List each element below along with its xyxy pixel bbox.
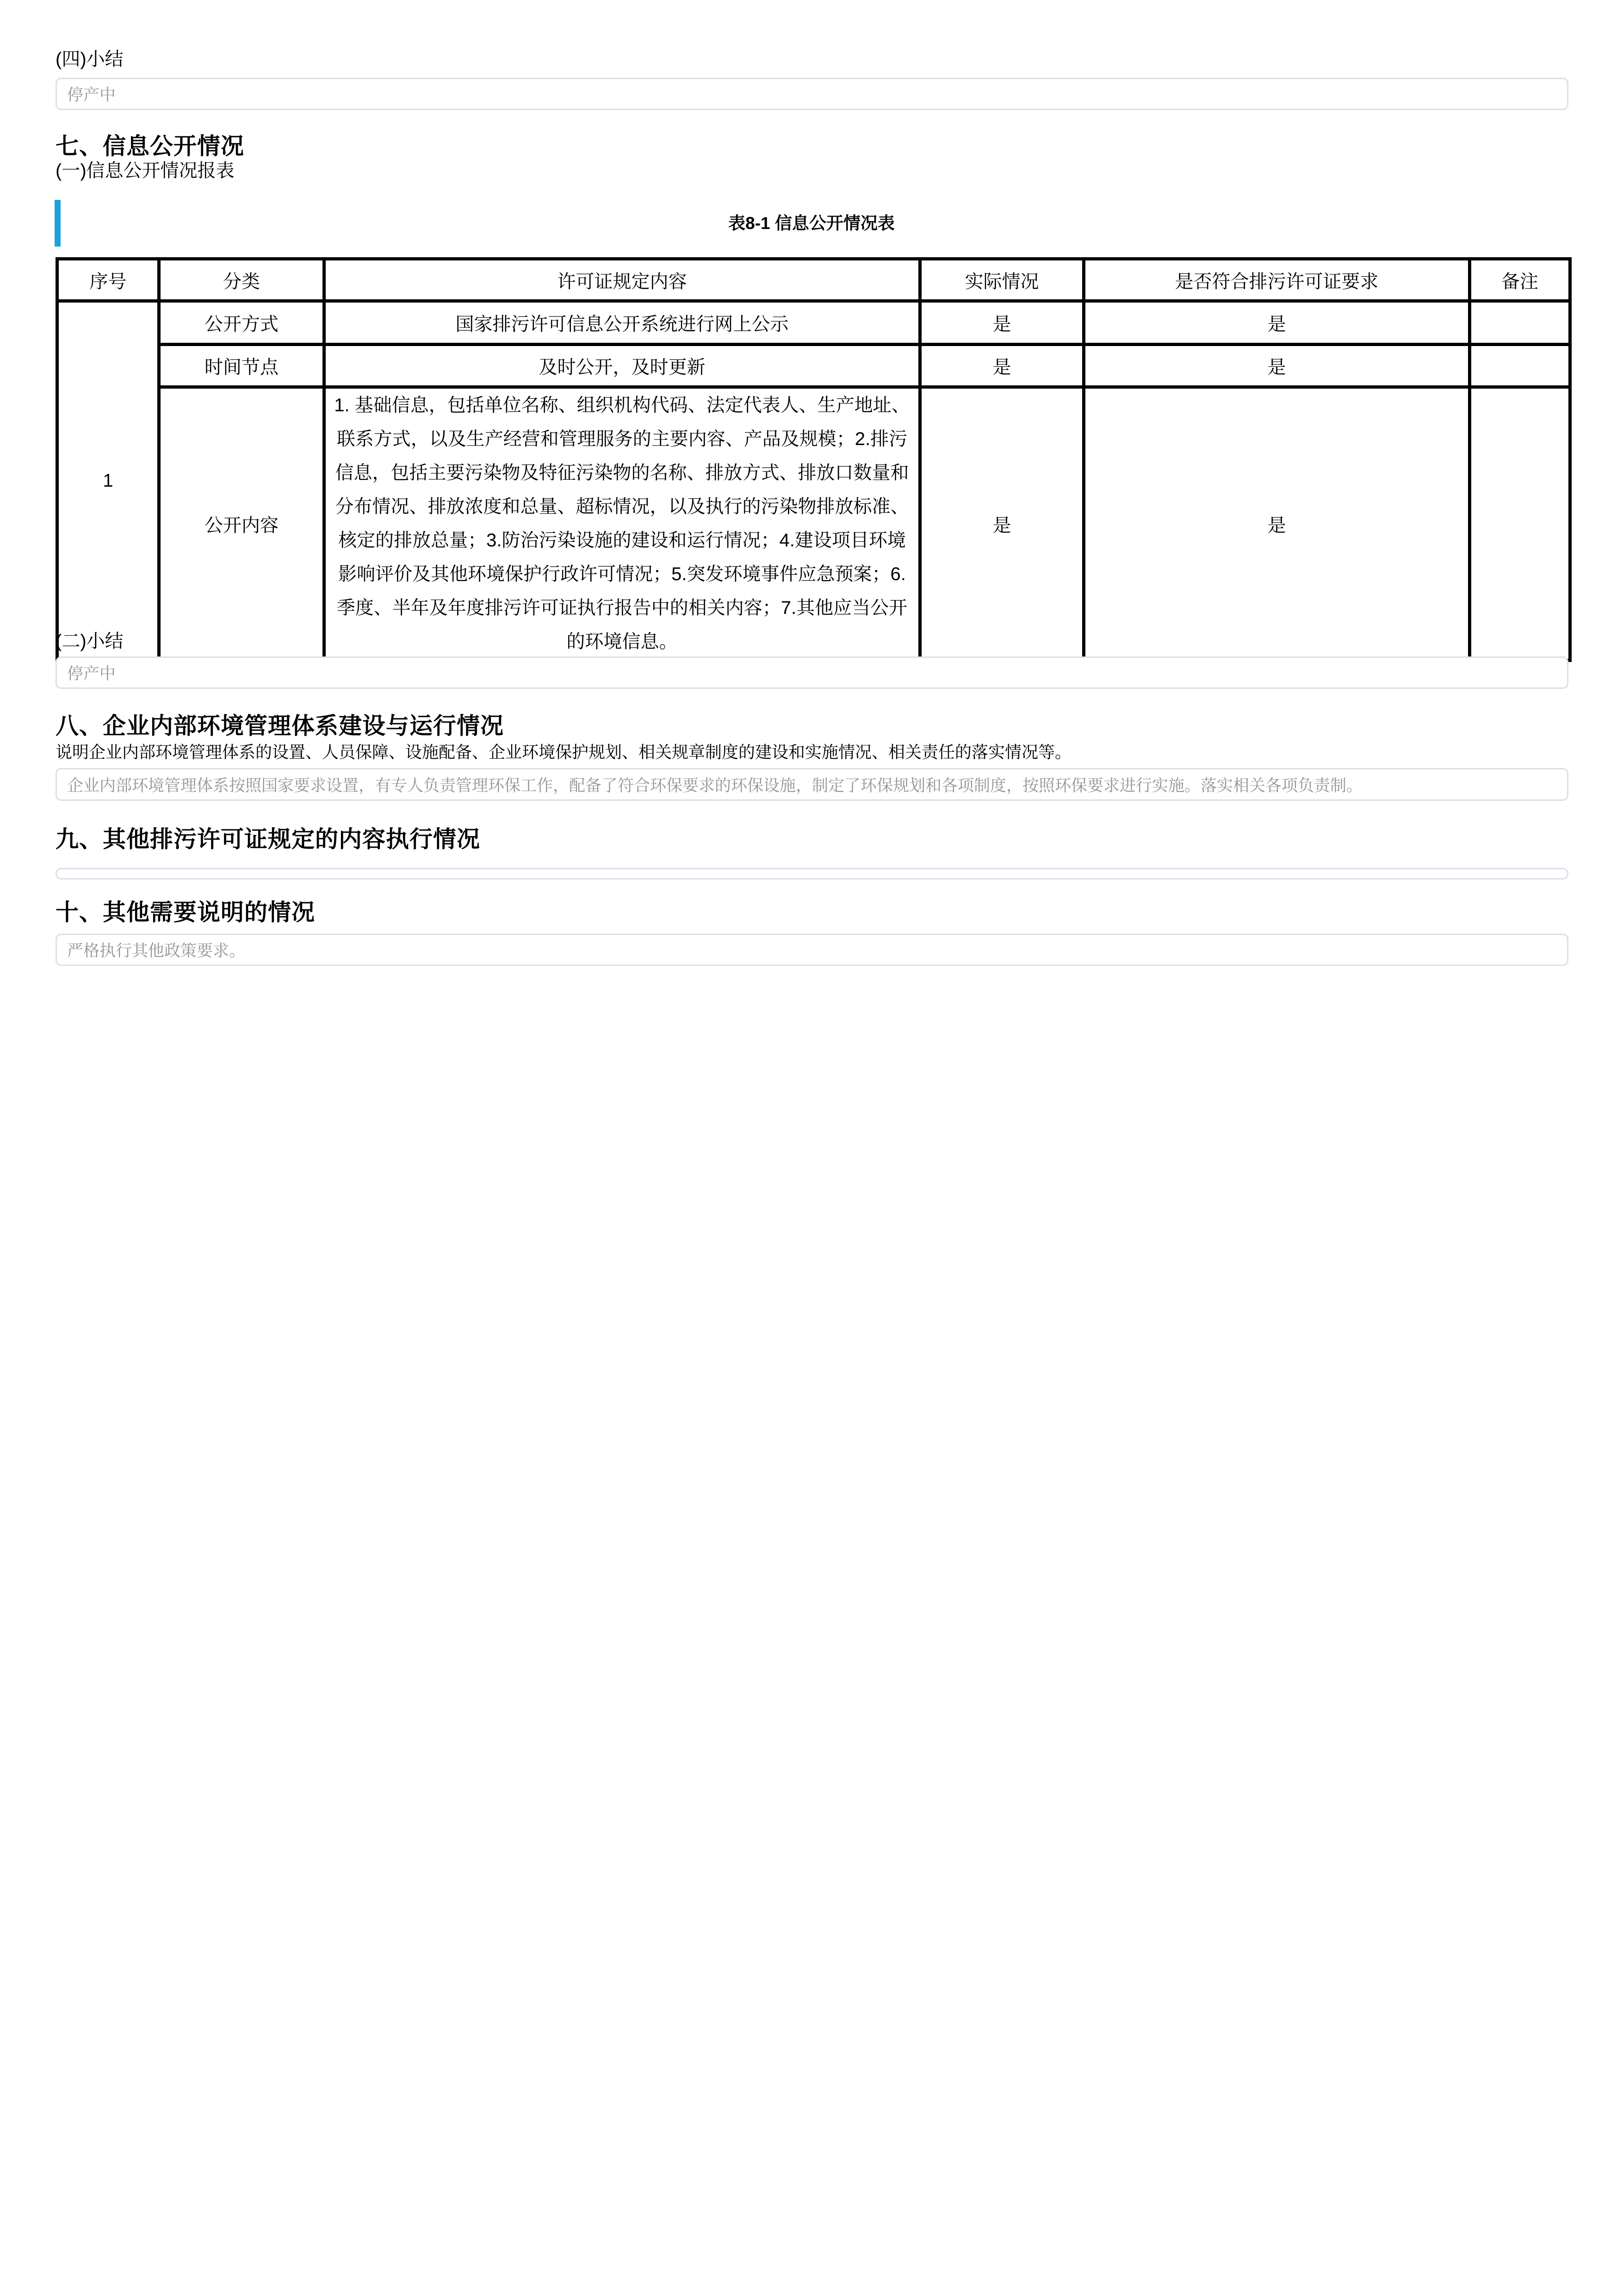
header-seq: 序号 <box>57 259 159 301</box>
cell-actual: 是 <box>920 301 1084 345</box>
cell-seq: 1 <box>57 301 159 661</box>
header-compliant: 是否符合排污许可证要求 <box>1084 259 1470 301</box>
section8-heading: 八、企业内部环境管理体系建设与运行情况 <box>56 713 504 739</box>
section7-report-label: (一)信息公开情况报表 <box>56 161 235 181</box>
table-header-row <box>57 259 1570 301</box>
table-row <box>57 345 1570 387</box>
cell-remark <box>1470 387 1570 661</box>
cell-compliant: 是 <box>1084 301 1470 345</box>
cell-required: 及时公开，及时更新 <box>324 345 920 387</box>
table-title-row <box>0 200 1623 247</box>
cell-compliant: 是 <box>1084 387 1470 661</box>
section7-summary-input-value: 停产中 <box>67 665 116 683</box>
section10-other-notes-input-value: 严格执行其他政策要求。 <box>67 942 246 960</box>
info-disclosure-table <box>56 257 1572 662</box>
section10-other-notes-input[interactable] <box>56 934 1568 966</box>
section4-summary-input[interactable] <box>56 78 1568 110</box>
section7-summary-input[interactable] <box>56 656 1568 689</box>
table-title: 表8-1 信息公开情况表 <box>728 214 895 233</box>
accent-bar <box>55 200 61 247</box>
section7-heading: 七、信息公开情况 <box>56 133 244 159</box>
cell-category: 时间节点 <box>159 345 324 387</box>
cell-category: 公开内容 <box>159 387 324 661</box>
cell-category: 公开方式 <box>159 301 324 345</box>
header-category: 分类 <box>159 259 324 301</box>
section8-management-input[interactable] <box>56 768 1568 801</box>
section10-heading: 十、其他需要说明的情况 <box>56 899 315 925</box>
section8-description: 说明企业内部环境管理体系的设置、人员保障、设施配备、企业环境保护规划、相关规章制度的建设和实施情况、相关责任的落实情况等。 <box>56 743 1072 761</box>
header-required: 许可证规定内容 <box>324 259 920 301</box>
cell-actual: 是 <box>920 387 1084 661</box>
table-row <box>57 301 1570 345</box>
section9-other-permit-input[interactable] <box>56 868 1568 879</box>
section9-heading: 九、其他排污许可证规定的内容执行情况 <box>56 826 480 852</box>
section8-management-input-value: 企业内部环境管理体系按照国家要求设置，有专人负责管理环保工作，配备了符合环保要求的环保设施，制定了环保规划和各项制度，按照环保要求进行实施。落实相关各项负责制。 <box>67 776 1363 795</box>
cell-required: 1. 基础信息，包括单位名称、组织机构代码、法定代表人、生产地址、联系方式，以及生产经营和管理服务的主要内容、产品及规模；2.排污信息，包括主要污染物及特征污染物的名称、排放方式、排放口数量和分布情况、排放浓度和总量、超标情况，以及执行的污染物排放标准、核定的排放总量；3.防治污染设施的建设和运行情况；4.建设项目环境影响评价及其他环境保护行政许可情况；5.突发环境事件应急预案；6.季度、半年及年度排污许可证执行报告中的相关内容；7.其他应当公开的环境信息。 <box>324 387 920 661</box>
section4-summary-input-value: 停产中 <box>67 86 116 104</box>
cell-required: 国家排污许可信息公开系统进行网上公示 <box>324 301 920 345</box>
cell-remark <box>1470 301 1570 345</box>
section4-summary-label: (四)小结 <box>56 49 124 69</box>
section7-summary-label: (二)小结 <box>56 631 124 651</box>
header-remark: 备注 <box>1470 259 1570 301</box>
table-row <box>57 387 1570 661</box>
info-disclosure-table-wrap <box>56 257 1572 662</box>
cell-remark <box>1470 345 1570 387</box>
cell-compliant: 是 <box>1084 345 1470 387</box>
cell-actual: 是 <box>920 345 1084 387</box>
header-actual: 实际情况 <box>920 259 1084 301</box>
